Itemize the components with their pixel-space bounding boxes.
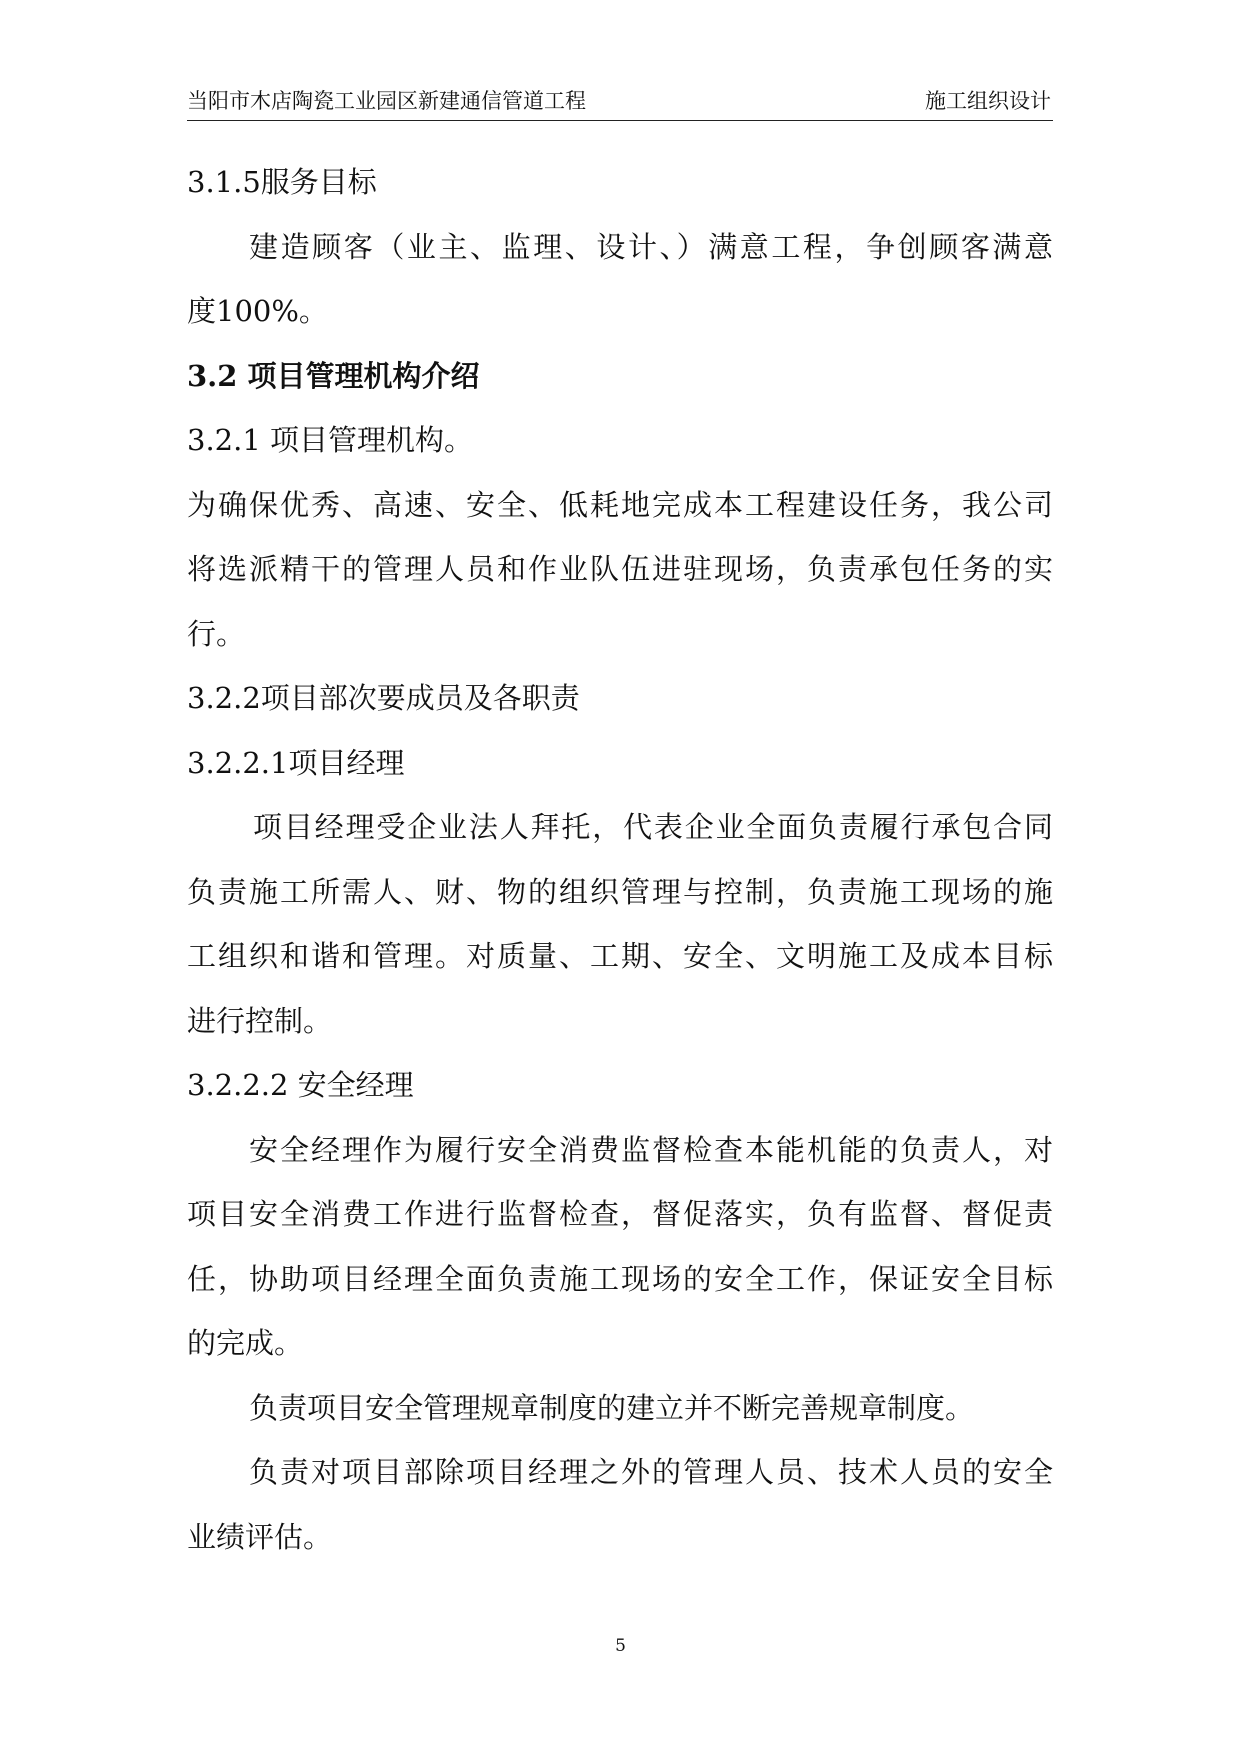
section-heading-3-2: 3.2 项目管理机构介绍 [187, 358, 480, 393]
paragraph-line: 为确保优秀、高速、安全、低耗地完成本工程建设任务，我公司 [187, 487, 1053, 522]
header-title: 当阳市木店陶瓷工业园区新建通信管道工程 [187, 89, 586, 113]
heading-3-2-1: 3.2.1 项目管理机构。 [187, 423, 474, 457]
document-body [187, 150, 1053, 1569]
paragraph-line: 进行控制。 [187, 1003, 333, 1038]
paragraph-line: 工组织和谐和管理。对质量、工期、安全、文明施工及成本目标 [187, 939, 1053, 973]
heading-3-2-2-1: 3.2.2.1项目经理 [187, 745, 405, 780]
paragraph-line: 度100%。 [187, 294, 328, 328]
header-section: 施工组织设计 [925, 89, 1051, 113]
paragraph-line: 项目安全消费工作进行监督检查，督促落实，负有监督、督促责 [187, 1197, 1053, 1231]
paragraph-line: 项目经理受企业法人拜托，代表企业全面负责履行承包合同 [253, 810, 1053, 844]
heading-3-2-2: 3.2.2项目部次要成员及各职责 [187, 681, 580, 715]
paragraph-line: 负责项目安全管理规章制度的建立并不断完善规章制度。 [249, 1390, 975, 1425]
paragraph-line: 将选派精干的管理人员和作业队伍进驻现场，负责承包任务的实 [187, 552, 1053, 586]
paragraph-line: 任，协助项目经理全面负责施工现场的安全工作，保证安全目标 [187, 1261, 1053, 1296]
page-header [187, 86, 1053, 121]
paragraph-line: 业绩评估。 [187, 1519, 333, 1554]
page-number: 5 [615, 1636, 626, 1656]
paragraph-line: 建造顾客（业主、监理、设计、）满意工程，争创顾客满意 [249, 229, 1053, 264]
heading-3-1-5: 3.1.5服务目标 [187, 165, 377, 199]
paragraph-line: 负责对项目部除项目经理之外的管理人员、技术人员的安全 [249, 1455, 1053, 1489]
paragraph-line: 安全经理作为履行安全消费监督检查本能机能的负责人，对 [249, 1132, 1053, 1167]
heading-3-2-2-2: 3.2.2.2 安全经理 [187, 1068, 414, 1102]
paragraph-line: 负责施工所需人、财、物的组织管理与控制，负责施工现场的施 [187, 874, 1053, 909]
paragraph-line: 的完成。 [187, 1326, 304, 1360]
paragraph-line: 行。 [187, 616, 246, 651]
